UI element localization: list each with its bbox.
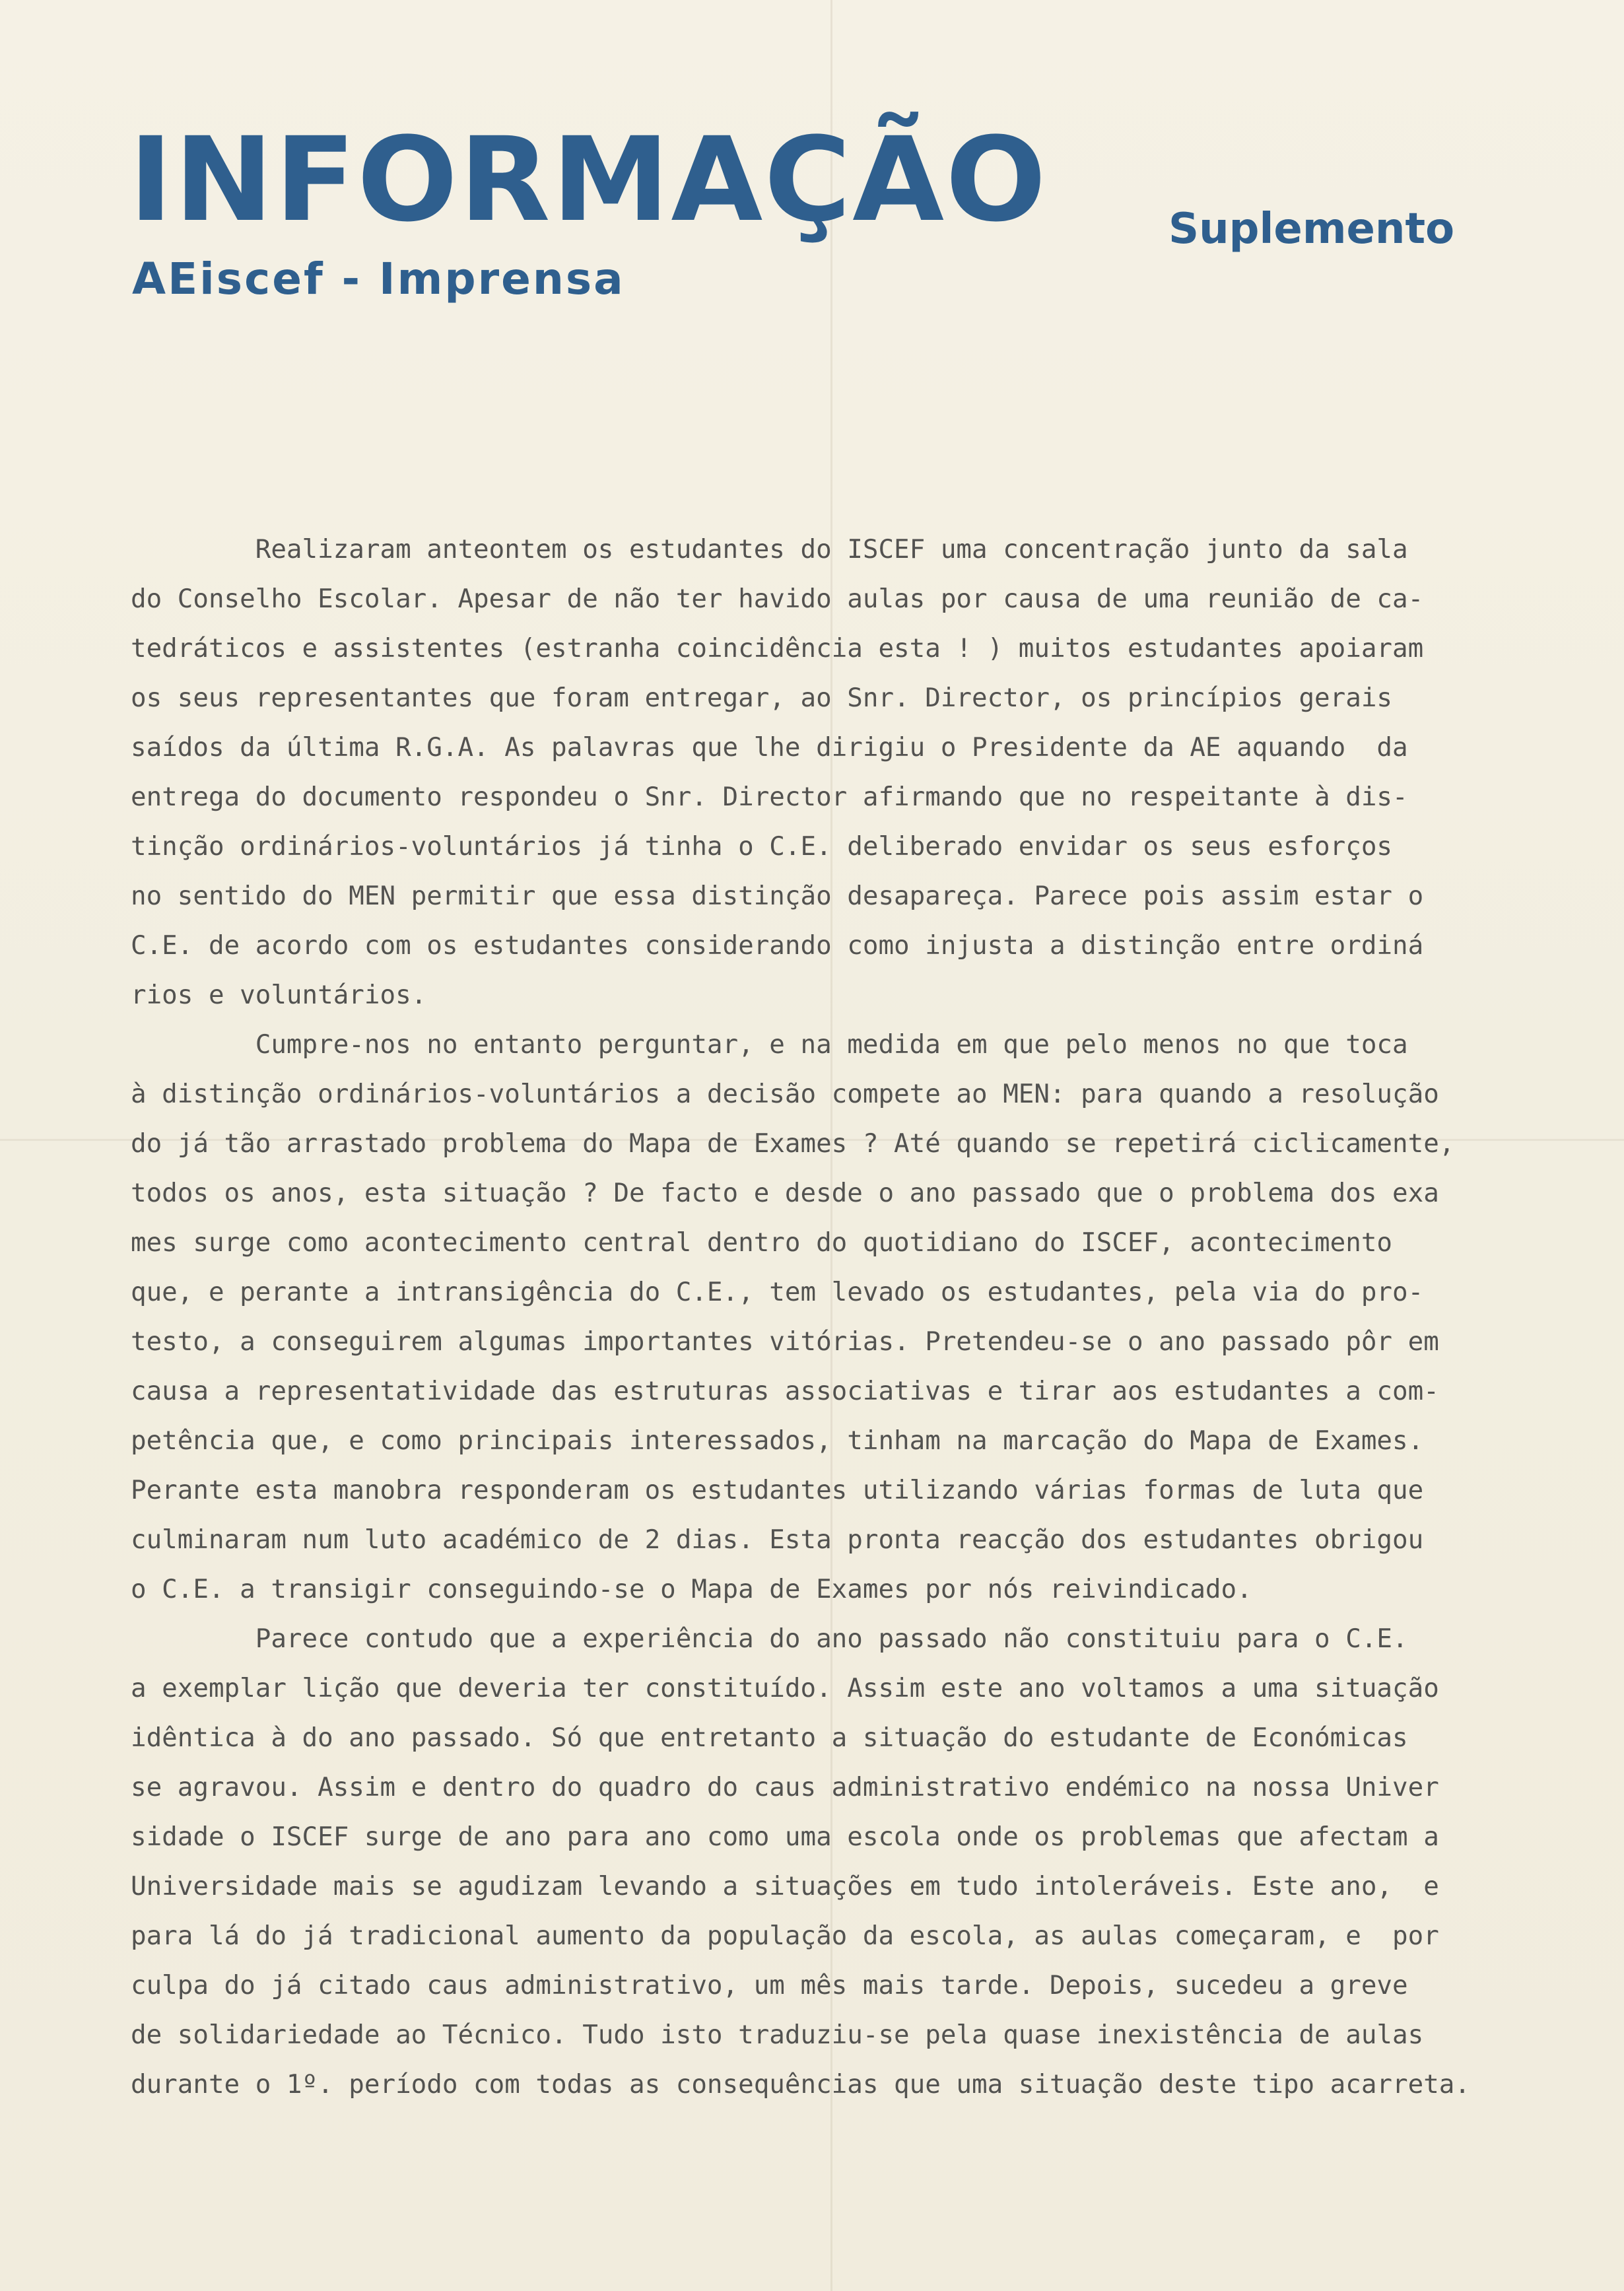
body-line: petência que, e como principais interessados, tinham na marcação do Mapa de Exames.	[131, 1426, 1424, 1456]
body-line: que, e perante a intransigência do C.E., tem levado os estudantes, pela via do pro-	[131, 1278, 1424, 1307]
body-text	[131, 525, 1497, 2109]
body-line: o C.E. a transigir conseguindo-se o Mapa de Exames por nós reivindicado.	[131, 1575, 1252, 1604]
body-line: se agravou. Assim e dentro do quadro do caus administrativo endémico na nossa Univer	[131, 1773, 1439, 1802]
body-line: testo, a conseguirem algumas importantes vitórias. Pretendeu-se o ano passado pôr em	[131, 1327, 1439, 1357]
body-line: os seus representantes que foram entregar, ao Snr. Director, os princípios gerais	[131, 683, 1393, 713]
body-line: saídos da última R.G.A. As palavras que lhe dirigiu o Presidente da AE aquando da	[131, 733, 1408, 763]
body-line: culminaram num luto académico de 2 dias. Esta pronta reacção dos estudantes obrigou	[131, 1525, 1424, 1555]
masthead	[129, 112, 1515, 320]
masthead-subtitle: AEiscef - Imprensa	[132, 254, 625, 304]
body-line: todos os anos, esta situação ? De facto e desde o ano passado que o problema dos exa	[131, 1179, 1439, 1208]
body-line: no sentido do MEN permitir que essa distinção desapareça. Parece pois assim estar o	[131, 881, 1424, 911]
body-line: de solidariedade ao Técnico. Tudo isto traduziu-se pela quase inexistência de aulas	[131, 2020, 1424, 2050]
body-line: a exemplar lição que deveria ter constituído. Assim este ano voltamos a uma situação	[131, 1674, 1439, 1703]
body-line: tedráticos e assistentes (estranha coincidência esta ! ) muitos estudantes apoiaram	[131, 634, 1424, 664]
body-line: mes surge como acontecimento central dentro do quotidiano do ISCEF, acontecimento	[131, 1228, 1393, 1258]
body-line: para lá do já tradicional aumento da população da escola, as aulas começaram, e por	[131, 1921, 1439, 1951]
body-line: Perante esta manobra responderam os estudantes utilizando várias formas de luta que	[131, 1476, 1424, 1505]
masthead-supplement: Suplemento	[1168, 205, 1455, 254]
body-line: idêntica à do ano passado. Só que entretanto a situação do estudante de Económicas	[131, 1723, 1408, 1753]
body-line: do já tão arrastado problema do Mapa de Exames ? Até quando se repetirá ciclicamente,	[131, 1129, 1455, 1159]
body-line: tinção ordinários-voluntários já tinha o C.E. deliberado envidar os seus esforços	[131, 832, 1393, 862]
body-line: Universidade mais se agudizam levando a situações em tudo intoleráveis. Este ano, e	[131, 1872, 1439, 1901]
body-line: à distinção ordinários-voluntários a decisão compete ao MEN: para quando a resolução	[131, 1079, 1439, 1109]
masthead-title: INFORMAÇÃO	[129, 112, 1048, 248]
body-line: Realizaram anteontem os estudantes do ISCEF uma concentração junto da sala	[131, 535, 1408, 564]
body-line: culpa do já citado caus administrativo, um mês mais tarde. Depois, sucedeu a greve	[131, 1971, 1408, 2000]
body-line: durante o 1º. período com todas as consequências que uma situação deste tipo acarreta.	[131, 2070, 1470, 2100]
body-line: rios e voluntários.	[131, 980, 427, 1010]
body-line: do Conselho Escolar. Apesar de não ter havido aulas por causa de uma reunião de ca-	[131, 584, 1424, 614]
body-line: C.E. de acordo com os estudantes considerando como injusta a distinção entre ordiná	[131, 931, 1424, 961]
body-line: Parece contudo que a experiência do ano passado não constituiu para o C.E.	[131, 1624, 1408, 1654]
body-line: sidade o ISCEF surge de ano para ano como uma escola onde os problemas que afectam a	[131, 1822, 1439, 1852]
body-line: Cumpre-nos no entanto perguntar, e na medida em que pelo menos no que toca	[131, 1030, 1408, 1060]
body-line: causa a representatividade das estruturas associativas e tirar aos estudantes a com-	[131, 1377, 1439, 1406]
body-line: entrega do documento respondeu o Snr. Director afirmando que no respeitante à dis-	[131, 782, 1408, 812]
